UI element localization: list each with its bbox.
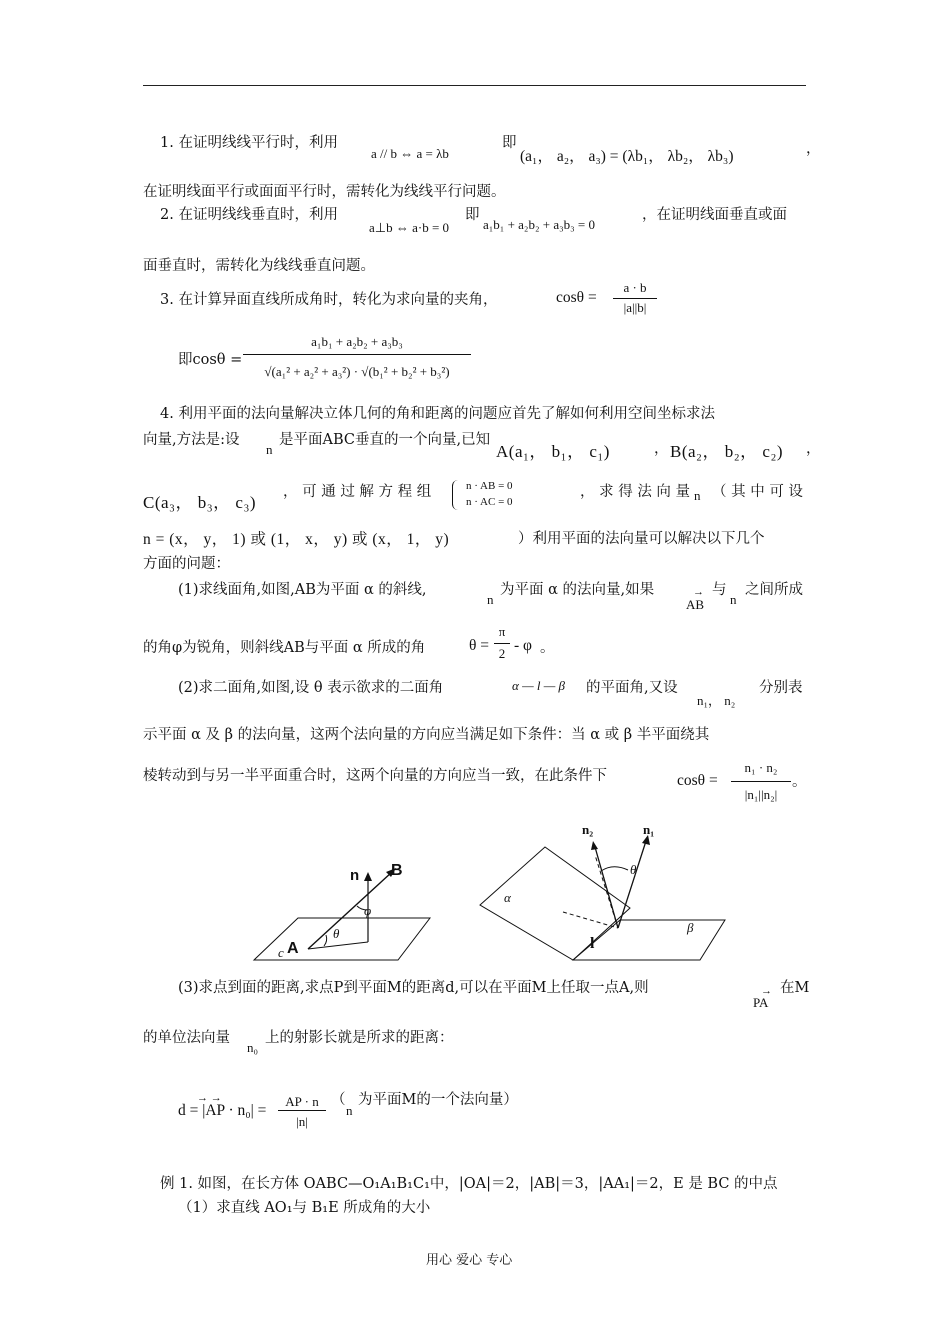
s3-pa: PA — [753, 995, 769, 1010]
s1-n: n — [487, 592, 494, 607]
p3-label: 3. 在计算异面直线所成角时，转化为求向量的夹角， — [160, 292, 498, 308]
p1-ji: 即 — [502, 135, 517, 151]
example-line2: （1）求直线 AO₁与 B₁E 所成角的大小 — [178, 1200, 431, 1216]
fig1-label-phi: φ — [364, 903, 372, 918]
p4-line1: 4. 利用平面的法向量解决立体几何的角和距离的问题应首先了解如何利用空间坐标求法 — [160, 406, 715, 422]
s3-note-open: （ — [331, 1092, 346, 1108]
s1-fraction-bar — [494, 643, 510, 644]
s1-ab: AB — [686, 597, 705, 612]
p3-cos: cosθ = — [556, 289, 597, 306]
p1-line2: 在证明线面平行或面面平行时，需转化为线线平行问题。 — [143, 184, 506, 200]
s1-text-b: 为平面 α 的法向量,如果 — [500, 582, 655, 598]
p4-point-a: A(a₁， b₁， c₁) — [496, 442, 610, 461]
p4-n: n — [266, 442, 273, 457]
figure-line-plane-angle — [240, 850, 440, 965]
page-footer: 用心 爱心 专心 — [426, 1253, 513, 1268]
s2-angle: α — l — β — [512, 678, 566, 693]
s1-text-c: 与 — [712, 582, 727, 598]
p2-label: 2. 在证明线线垂直时，利用 — [160, 207, 338, 223]
s2-text-a: (2)求二面角,如图,设 θ 表示欲求的二面角 — [178, 680, 444, 696]
p3-ji-cos: 即cosθ = — [178, 352, 243, 368]
fig2-label-beta: β — [687, 920, 694, 935]
fig1-label-n: n — [350, 867, 360, 884]
s3-arrow: → — [761, 985, 772, 997]
s2-line2: 示平面 α 及 β 的法向量，这两个法向量的方向应当满足如下条件：当 α 或 β 半平面绕其 — [143, 727, 710, 743]
s3-n0: n₀ — [247, 1040, 259, 1055]
s1-arrow: → — [693, 586, 704, 598]
s3-arrow-ap: → → — [197, 1092, 222, 1104]
p4-line4: n = (x， y， 1) 或 (1， x， y) 或 (x， 1， y) — [143, 531, 450, 548]
s3-denominator: |n| — [296, 1114, 308, 1129]
p3-fraction-bar — [613, 298, 657, 299]
p4-system-brace — [452, 480, 465, 510]
fig2-label-alpha: α — [504, 890, 511, 905]
s3-text-b: 在M — [780, 980, 810, 996]
p3-denominator2: √(a₁² + a₂² + a₃²) · √(b₁² + b₂² + b₃²) — [264, 364, 450, 379]
s2-fraction-bar — [731, 781, 791, 782]
example-line1: 例 1. 如图，在长方体 OABC—O₁A₁B₁C₁中，|OA|＝2，|AB|＝3，|AA₁|＝2，E 是 BC 的中点 — [160, 1176, 778, 1192]
s3-note: 为平面M的一个法向量） — [358, 1092, 518, 1108]
p4-n2: n — [694, 488, 701, 503]
p4-line3b: ， 求 得 法 向 量 — [580, 484, 691, 500]
p3-numerator: a · b — [623, 280, 647, 295]
s3-d: d = |AP · n₀| = — [178, 1102, 267, 1119]
p3-fraction-bar2 — [243, 354, 471, 355]
s3-text-a: (3)求点到面的距离,求点P到平面M的距离d,可以在平面M上任取一点A,则 — [178, 980, 649, 996]
s2-n12: n₁， n₂ — [697, 693, 736, 708]
p4-point-c: C(a₃， b₃， c₃) — [143, 493, 257, 512]
s2-text-b: 的平面角,又设 — [586, 680, 678, 696]
s1-theta: θ = — [469, 637, 490, 654]
p1-label: 1. 在证明线线平行时，利用 — [160, 135, 338, 151]
s1-two: 2 — [498, 646, 506, 661]
s1-text-d: 之间所成 — [745, 582, 803, 598]
fig1-label-a: A — [287, 940, 299, 957]
s2-text-c: 分别表 — [759, 680, 803, 696]
s3-fraction-bar — [278, 1110, 326, 1111]
fig2-label-l: l — [590, 935, 595, 952]
s1-phi: - φ — [514, 637, 532, 654]
p4-line2b: 是平面ABC垂直的一个向量,已知 — [279, 432, 491, 448]
p1-formula-b: (a₁， a₂， a₃) = (λb₁， λb₂， λb₃) — [520, 148, 734, 165]
p4-line2a: 向量,方法是:设 — [143, 432, 240, 448]
p2-formula-a: a⊥b ⇔ a·b = 0 — [369, 220, 450, 235]
p4-line4b: ）利用平面的法向量可以解决以下几个 — [518, 531, 765, 547]
s3-line2b: 上的射影长就是所求的距离： — [265, 1030, 454, 1046]
p4-comma: ， — [654, 441, 669, 457]
p4-line3c: （ 其 中 可 设 — [712, 484, 803, 500]
header-rule — [143, 85, 806, 86]
fig2-label-theta: θ — [630, 862, 637, 877]
p4-comma2: ， — [806, 441, 821, 457]
s2-numerator: n₁ · n₂ — [744, 760, 778, 775]
p4-point-b: B(a₂， b₂， c₂) — [670, 442, 784, 461]
p4-line5: 方面的问题： — [143, 556, 230, 572]
s2-end: 。 — [792, 774, 807, 790]
p2-tail: ，在证明线面垂直或面 — [642, 207, 787, 223]
s1-pi: π — [498, 624, 506, 639]
s1-end: 。 — [540, 640, 555, 656]
p1-comma: ， — [806, 141, 821, 157]
p1-formula-a: a // b ⇔ a = λb — [371, 146, 449, 161]
p2-ji: 即 — [465, 207, 480, 223]
fig1-label-theta: θ — [333, 926, 340, 941]
p3-denominator: |a||b| — [623, 300, 647, 315]
s2-denominator: |n₁||n₂| — [744, 787, 778, 802]
s3-line2a: 的单位法向量 — [143, 1030, 230, 1046]
s2-cos: cosθ = — [677, 772, 718, 789]
s2-line3: 棱转动到与另一半平面重合时，这两个向量的方向应当一致，在此条件下 — [143, 768, 607, 784]
p4-system-eq2: n · AC = 0 — [466, 496, 513, 508]
fig2-label-n1: n₁ — [643, 822, 655, 837]
s1-line2: 的角φ为锐角，则斜线AB与平面 α 所成的角 — [143, 640, 426, 656]
s1-text-a: (1)求线面角,如图,AB为平面 α 的斜线, — [178, 582, 427, 598]
p4-system-eq1: n · AB = 0 — [466, 480, 513, 492]
s3-numerator: AP · n — [285, 1094, 319, 1109]
fig2-label-n2: n₂ — [582, 822, 594, 837]
s3-note-n: n — [346, 1103, 353, 1118]
fig1-label-b: B — [391, 862, 403, 879]
fig1-label-c: c — [278, 945, 284, 960]
p4-line3a: ， 可 通 过 解 方 程 组 — [283, 484, 432, 500]
s1-n2: n — [730, 592, 737, 607]
p3-numerator2: a₁b₁ + a₂b₂ + a₃b₃ — [311, 334, 403, 349]
p2-line2: 面垂直时，需转化为线线垂直问题。 — [143, 258, 375, 274]
p2-formula-b: a₁b₁ + a₂b₂ + a₃b₃ = 0 — [483, 217, 595, 232]
